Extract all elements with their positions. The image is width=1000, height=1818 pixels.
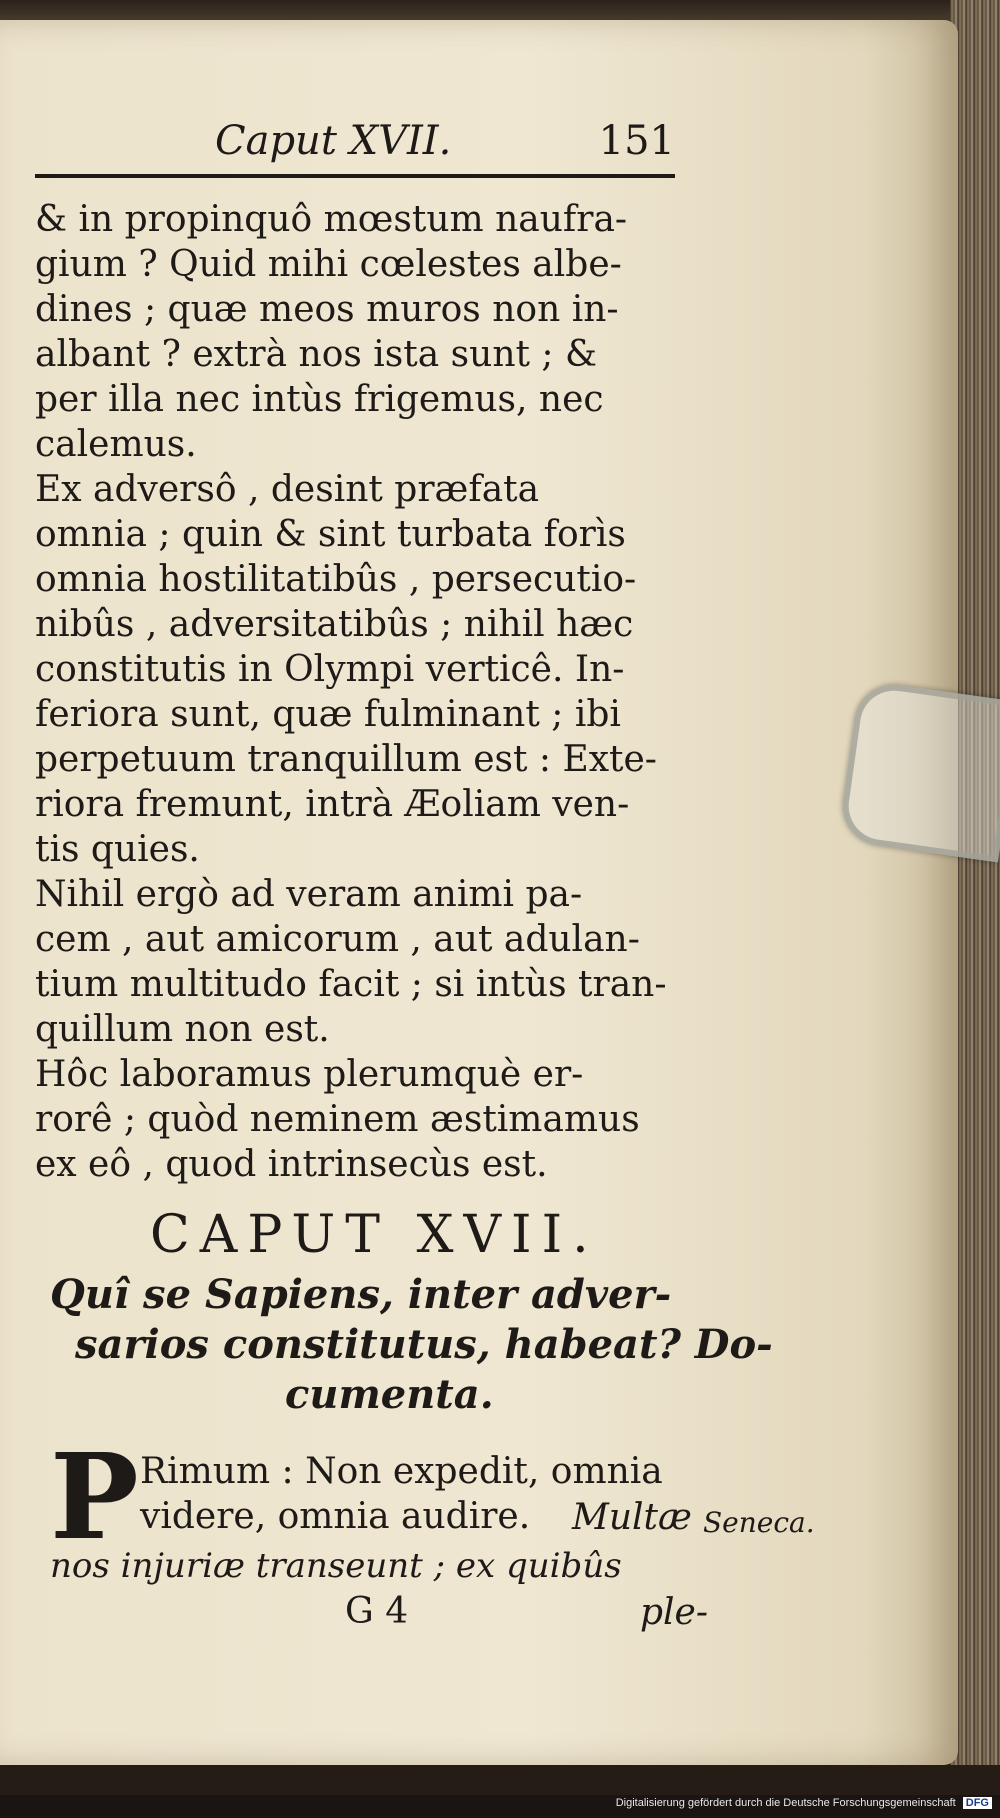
page-holder-clip (838, 680, 1000, 863)
scan-bottom-border (0, 1765, 1000, 1795)
chapter-subtitle-line: cumenta. (285, 1371, 494, 1418)
text-line: gium ? Quid mihi cœlestes albe- (35, 244, 622, 285)
text-line: tis quies. (35, 829, 200, 870)
catchword: ple- (640, 1592, 709, 1633)
text-line: perpetuum tranquillum est : Exte- (35, 739, 657, 780)
text-line: videre, omnia audire. (140, 1496, 531, 1537)
text-line: ex eô , quod intrinsecùs est. (35, 1144, 548, 1185)
running-head (35, 118, 675, 178)
text-line: albant ? extrà nos ista sunt ; & (35, 334, 598, 375)
text-line: constitutis in Olympi verticê. In- (35, 649, 625, 690)
text-line: dines ; quæ meos muros non in- (35, 289, 619, 330)
text-line: riora fremunt, intrà Æoliam ven- (35, 784, 630, 825)
text-line: nibûs , adversitatibûs ; nihil hæc (35, 604, 634, 645)
text-line: rorê ; quòd neminem æstimamus (35, 1099, 640, 1140)
digitization-credit (616, 1797, 992, 1809)
text-line: per illa nec intùs frigemus, nec (35, 379, 604, 420)
text-line: quillum non est. (35, 1009, 330, 1050)
text-line: calemus. (35, 424, 197, 465)
text-line: nos injuriæ transeunt ; ex quibûs (50, 1546, 622, 1586)
italic-word: Multæ (572, 1497, 692, 1538)
text-line: feriora sunt, quæ fulminant ; ibi (35, 694, 621, 735)
credit-text: Digitalisierung gefördert durch die Deutsche Forschungsgemeinschaft (615, 1797, 956, 1809)
drop-cap: P (50, 1427, 139, 1566)
text-line: Rimum : Non expedit, omnia (140, 1451, 663, 1492)
signature-mark: G 4 (345, 1591, 409, 1632)
chapter-heading: CAPUT XVII. (150, 1205, 599, 1265)
chapter-subtitle-line: Quî se Sapiens, inter adver- (50, 1271, 672, 1318)
text-line: Ex adversô , desint præfata (35, 469, 540, 510)
text-line: omnia ; quin & sint turbata forìs (35, 514, 626, 555)
text-line: cem , aut amicorum , aut adulan- (35, 919, 640, 960)
text-line: & in propinquô mœstum naufra- (35, 199, 628, 240)
text-line: Nihil ergò ad veram animi pa- (35, 874, 583, 915)
text-line: tium multitudo facit ; si intùs tran- (35, 964, 667, 1005)
chapter-subtitle-line: sarios constitutus, habeat? Do- (75, 1321, 773, 1368)
running-title: Caput XVII. (215, 118, 452, 164)
page-number: 151 (598, 118, 675, 164)
text-line: Hôc laboramus plerumquè er- (35, 1054, 584, 1095)
margin-note: Seneca. (703, 1506, 815, 1539)
text-line: omnia hostilitatibûs , persecutio- (35, 559, 637, 600)
dfg-logo: DFG (963, 1797, 992, 1809)
